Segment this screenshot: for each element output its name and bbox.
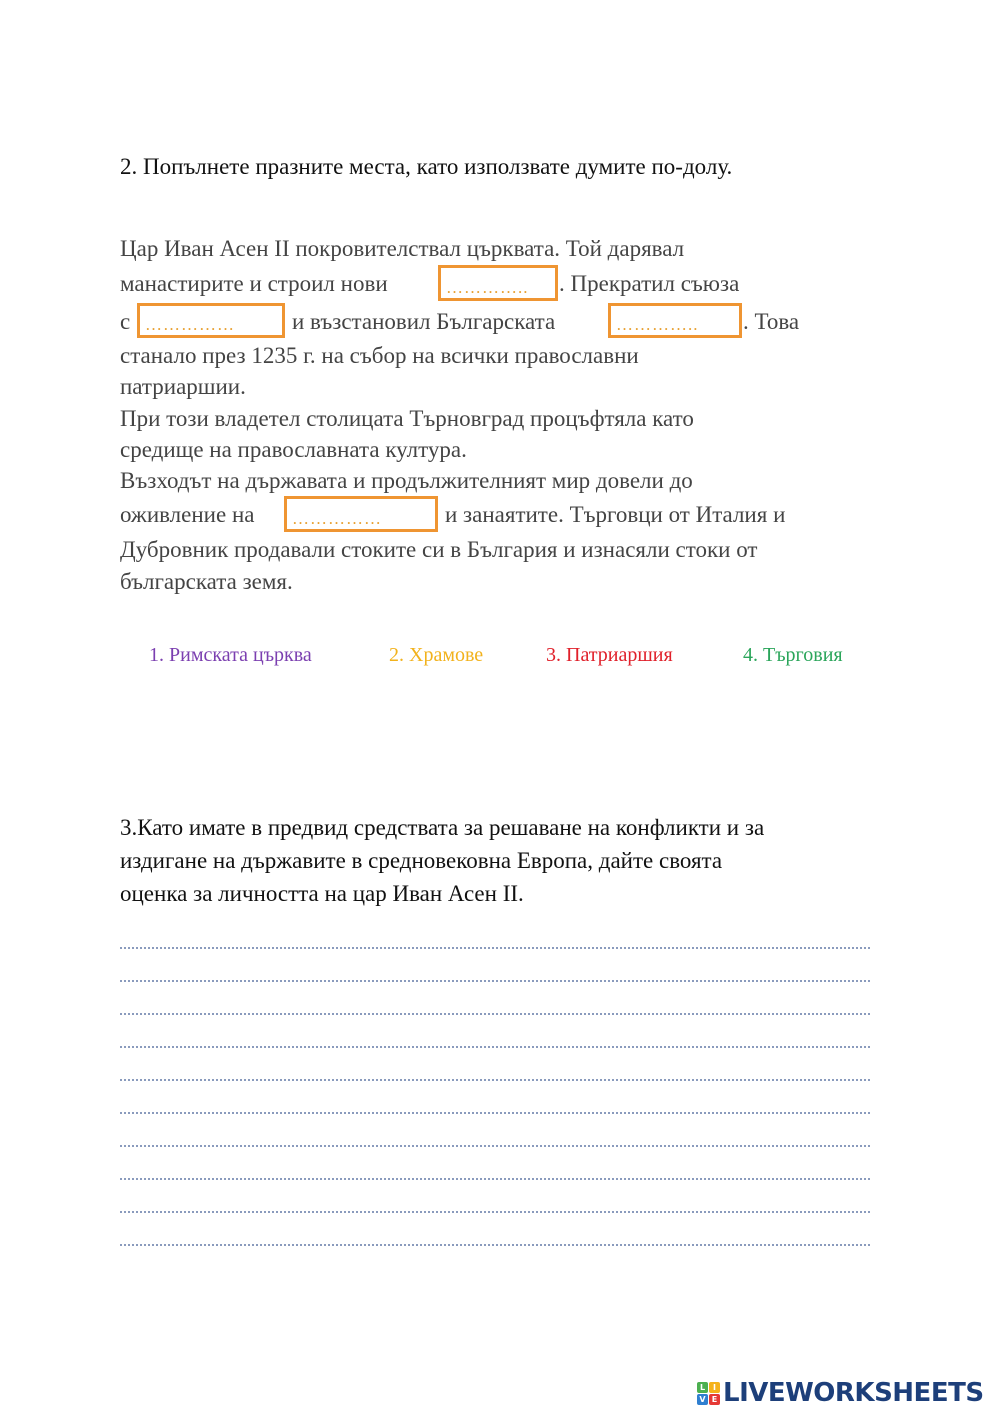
question-2-title: 2. Попълнете празните места, като използвате думите по-долу.: [120, 154, 733, 179]
blank-input-4[interactable]: [284, 496, 438, 532]
paragraph-line-3b: и възстановил Българската: [292, 309, 556, 334]
question-3-line-2: издигане на държавите в средновековна Европа, дайте своята: [120, 848, 723, 873]
question-3-line-1: 3.Като имате в предвид средствата за решаване на конфликти и за: [120, 815, 765, 840]
question-3-line-3: оценка за личността на цар Иван Асен II.: [120, 881, 524, 906]
word-bank-item-2: 2. Храмове: [389, 644, 484, 666]
logo-tile: V: [697, 1394, 708, 1405]
answer-line-5[interactable]: [120, 1073, 870, 1081]
answer-line-4[interactable]: [120, 1040, 870, 1048]
answer-line-7[interactable]: [120, 1139, 870, 1147]
answer-line-1[interactable]: [120, 941, 870, 949]
liveworksheets-logo: [697, 1378, 984, 1408]
paragraph-line-3a: с: [120, 309, 131, 334]
paragraph-line-7: средище на православната култура.: [120, 437, 467, 462]
paragraph-line-8: Възходът на държавата и продължителният мир довели до: [120, 468, 693, 493]
blank-placeholder-dots: ……………: [292, 509, 382, 528]
word-bank-item-3: 3. Патриаршия: [546, 644, 673, 666]
paragraph-line-2b: . Прекратил съюза: [559, 271, 740, 296]
blank-input-1[interactable]: [438, 265, 558, 301]
word-bank-item-4: 4. Търговия: [743, 644, 843, 666]
blank-placeholder-dots: ……………: [145, 315, 235, 334]
answer-line-3[interactable]: [120, 1007, 870, 1015]
blank-input-3[interactable]: [608, 303, 742, 338]
paragraph-line-6: При този владетел столицата Търновград процъфтяла като: [120, 406, 694, 431]
logo-text: LIVEWORKSHEETS: [723, 1378, 984, 1408]
answer-line-2[interactable]: [120, 974, 870, 982]
live-tiles-icon: [697, 1382, 720, 1405]
blank-input-2[interactable]: [137, 303, 285, 338]
logo-tile: I: [709, 1382, 720, 1393]
blank-placeholder-dots: …………..: [446, 278, 529, 297]
paragraph-line-4: станало през 1235 г. на събор на всички православни: [120, 343, 639, 368]
paragraph-line-9b: и занаятите. Търговци от Италия и: [445, 502, 786, 527]
answer-line-10[interactable]: [120, 1238, 870, 1246]
paragraph-line-2a: манастирите и строил нови: [120, 271, 388, 296]
paragraph-line-3c: . Това: [743, 309, 800, 334]
paragraph-line-9a: оживление на: [120, 502, 255, 527]
answer-line-6[interactable]: [120, 1106, 870, 1114]
answer-line-8[interactable]: [120, 1172, 870, 1180]
paragraph-line-11: българската земя.: [120, 569, 293, 594]
blank-placeholder-dots: …………..: [616, 315, 699, 334]
word-bank-item-1: 1. Римската църква: [149, 644, 312, 666]
answer-line-9[interactable]: [120, 1205, 870, 1213]
paragraph-line-10: Дубровник продавали стоките си в България и изнасяли стоки от: [120, 537, 758, 562]
paragraph-line-1: Цар Иван Асен II покровителствал църквата. Той дарявал: [120, 236, 685, 261]
logo-tile: L: [697, 1382, 708, 1393]
paragraph-line-5: патриаршии.: [120, 374, 246, 399]
logo-tile: E: [709, 1394, 720, 1405]
